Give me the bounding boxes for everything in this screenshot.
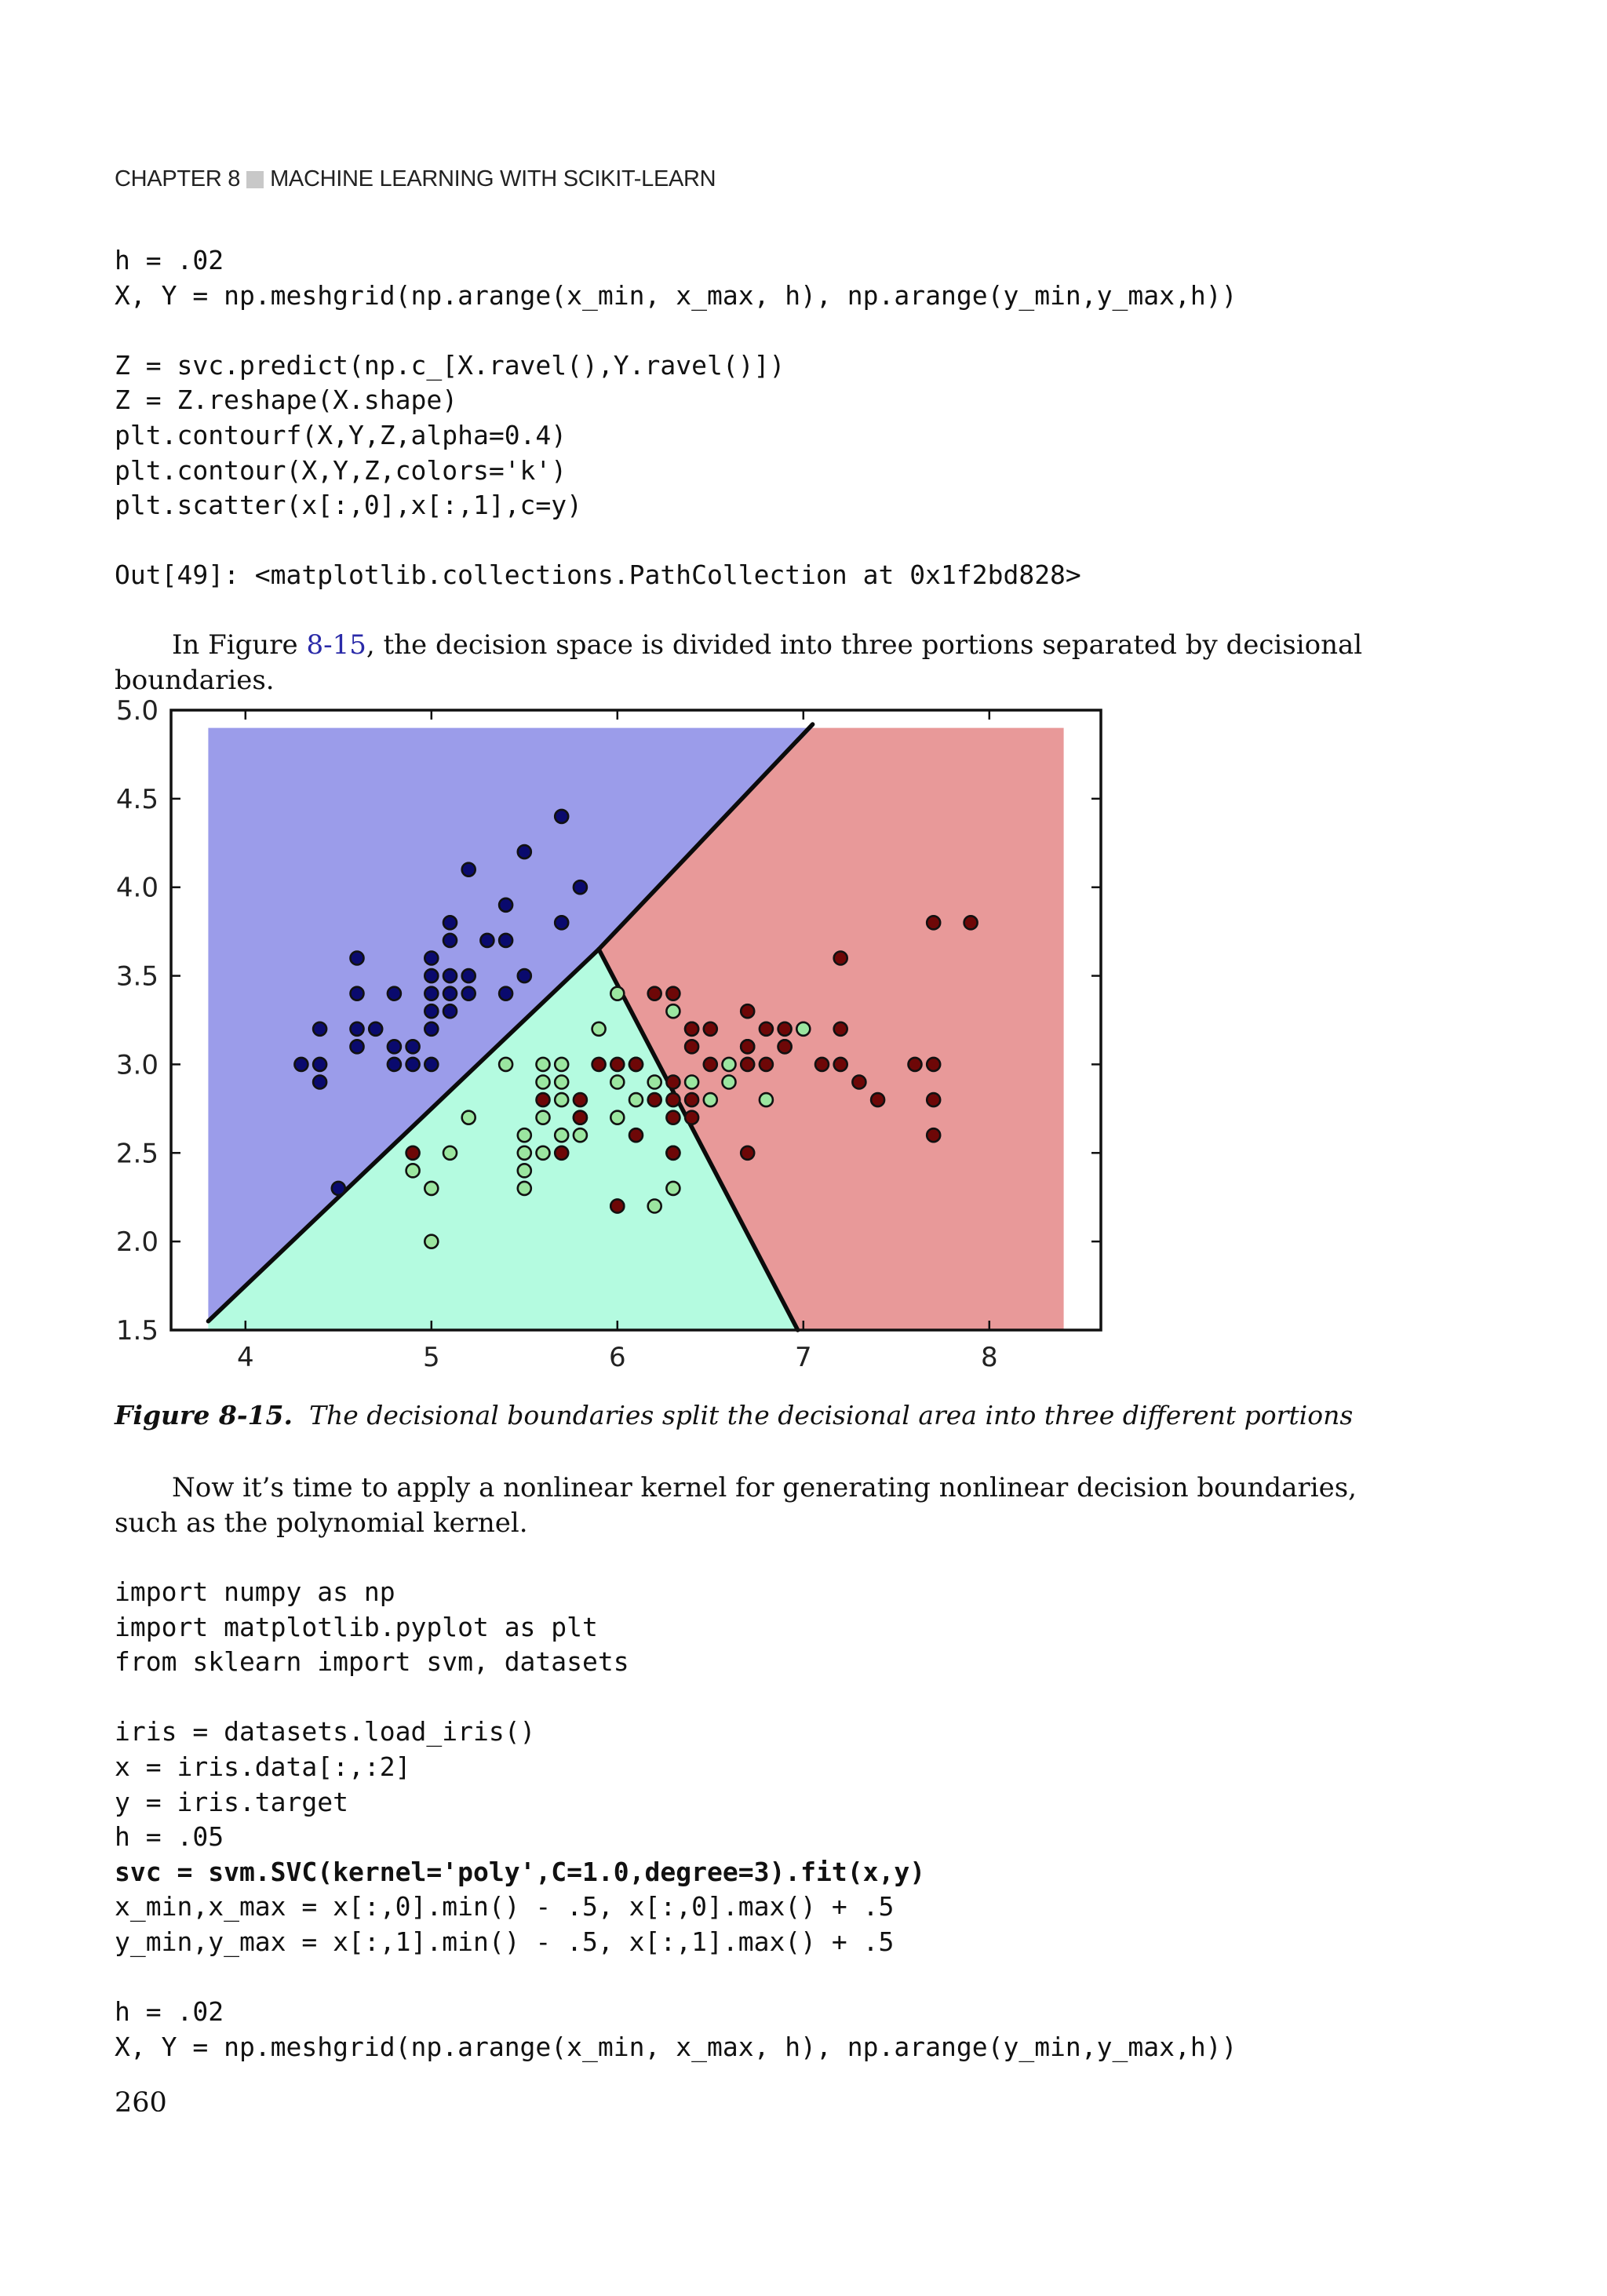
scatter-point-class-0 [425,1022,438,1036]
scatter-point-class-0 [351,1022,364,1036]
scatter-point-class-2 [741,1058,754,1071]
scatter-point-class-1 [555,1093,568,1106]
y-tick-label: 4.0 [115,872,159,904]
scatter-point-class-2 [741,1004,754,1018]
scatter-point-class-2 [852,1076,865,1089]
scatter-point-class-0 [425,969,438,982]
code-line: iris = datasets.load_iris() [115,1716,536,1748]
code-line: import matplotlib.pyplot as plt [115,1611,598,1642]
scatter-point-class-2 [610,1058,624,1071]
scatter-point-class-0 [462,987,476,1000]
scatter-point-class-1 [574,1128,587,1142]
scatter-point-class-0 [518,845,531,858]
scatter-point-class-1 [592,1022,606,1036]
paragraph-text-start: In Figure [172,629,307,661]
scatter-point-class-2 [648,1093,661,1106]
scatter-point-class-0 [332,1182,345,1195]
scatter-point-class-1 [555,1128,568,1142]
decision-regions [208,728,1063,1330]
scatter-point-class-1 [406,1164,420,1177]
scatter-point-class-2 [574,1111,587,1124]
scatter-point-class-1 [610,1111,624,1124]
code-line: x = iris.data[:,:2] [115,1751,411,1782]
scatter-point-class-0 [555,810,568,823]
code-line: plt.scatter(x[:,0],x[:,1],c=y) [115,490,583,521]
scatter-point-class-0 [351,1040,364,1053]
scatter-point-class-0 [499,934,512,947]
scatter-point-class-1 [518,1128,531,1142]
code-block-1 [115,243,1237,593]
scatter-point-class-2 [927,1093,940,1106]
scatter-point-class-0 [555,916,568,929]
code-line: plt.contourf(X,Y,Z,alpha=0.4) [115,419,567,450]
scatter-point-class-0 [443,934,457,947]
scatter-point-class-1 [760,1093,773,1106]
scatter-point-class-0 [443,916,457,929]
y-tick-label: 5.0 [115,698,159,727]
scatter-point-class-1 [518,1182,531,1195]
scatter-point-class-0 [388,1040,401,1053]
figure-caption [115,1400,1353,1430]
scatter-point-class-2 [778,1040,792,1053]
scatter-point-class-2 [610,1200,624,1213]
scatter-point-class-1 [425,1182,438,1195]
scatter-point-class-1 [537,1111,550,1124]
scatter-point-class-1 [666,1004,680,1018]
scatter-point-class-1 [610,1076,624,1089]
scatter-point-class-1 [704,1093,717,1106]
scatter-point-class-0 [351,987,364,1000]
scatter-point-class-1 [555,1076,568,1089]
scatter-point-class-1 [555,1058,568,1071]
scatter-point-class-0 [388,987,401,1000]
scatter-point-class-2 [574,1093,587,1106]
x-tick-label: 4 [236,1342,254,1373]
scatter-point-class-2 [685,1040,698,1053]
scatter-point-class-1 [610,987,624,1000]
code-line: plt.contour(X,Y,Z,colors='k') [115,454,567,486]
scatter-point-class-2 [666,1146,680,1160]
code-line: h = .02 [115,1996,224,2028]
scatter-point-class-2 [927,1058,940,1071]
scatter-point-class-2 [555,1146,568,1160]
code-line [115,313,1237,348]
scatter-point-class-1 [723,1058,736,1071]
scatter-point-class-1 [796,1022,810,1036]
scatter-point-class-1 [648,1200,661,1213]
x-tick-labels [237,1342,998,1373]
scatter-point-class-0 [443,969,457,982]
scatter-point-class-1 [537,1058,550,1071]
scatter-point-class-2 [871,1093,884,1106]
scatter-point-class-2 [815,1058,829,1071]
scatter-point-class-2 [704,1058,717,1071]
scatter-point-class-0 [406,1058,420,1071]
scatter-point-class-2 [927,916,940,929]
scatter-point-class-1 [425,1235,438,1248]
scatter-point-class-0 [313,1022,326,1036]
scatter-point-class-2 [760,1022,773,1036]
scatter-point-class-0 [313,1058,326,1071]
x-tick-label: 6 [608,1342,626,1373]
code-line: from sklearn import svm, datasets [115,1646,629,1678]
scatter-point-class-2 [648,987,661,1000]
scatter-point-class-2 [685,1093,698,1106]
scatter-point-class-0 [351,952,364,965]
scatter-point-class-1 [499,1058,512,1071]
header-separator-square [246,171,264,188]
scatter-point-class-2 [685,1022,698,1036]
code-line [115,523,1237,559]
scatter-point-class-1 [537,1076,550,1089]
scatter-point-class-0 [313,1076,326,1089]
scatter-point-class-0 [462,969,476,982]
code-block-2 [115,1575,1237,2065]
code-line: h = .02 [115,245,224,275]
code-line: X, Y = np.meshgrid(np.arange(x_min, x_max, h), np.arange(y_min,y_max,h)) [115,2031,1237,2062]
scatter-point-class-1 [723,1076,736,1089]
x-tick-label: 7 [794,1342,812,1373]
scatter-point-class-2 [927,1128,940,1142]
scatter-point-class-1 [666,1182,680,1195]
scatter-point-class-2 [537,1093,550,1106]
scatter-point-class-1 [462,1111,476,1124]
scatter-point-class-2 [629,1058,643,1071]
scatter-point-class-0 [388,1058,401,1071]
scatter-point-class-2 [666,1076,680,1089]
code-line [115,1680,1237,1715]
scatter-point-class-0 [294,1058,308,1071]
y-tick-label: 2.5 [115,1138,159,1170]
y-tick-label: 3.5 [115,960,159,993]
y-tick-label: 1.5 [115,1315,159,1347]
scatter-point-class-1 [685,1076,698,1089]
decision-boundary-chart [110,698,1130,1381]
running-header [115,166,716,192]
scatter-point-class-2 [760,1058,773,1071]
scatter-point-class-0 [518,969,531,982]
paragraph-text-end: , the decision space is divided into three portions separated by decisional boundaries. [115,629,1363,696]
scatter-point-class-0 [443,987,457,1000]
chapter-number: CHAPTER 8 [115,166,241,191]
scatter-point-class-2 [778,1022,792,1036]
y-tick-label: 2.0 [115,1226,159,1259]
code-line: import numpy as np [115,1576,395,1607]
scatter-point-class-0 [425,987,438,1000]
scatter-point-class-2 [592,1058,606,1071]
scatter-point-class-0 [369,1022,382,1036]
code-line: y = iris.target [115,1786,349,1817]
scatter-point-class-2 [666,1093,680,1106]
scatter-point-class-2 [834,952,847,965]
scatter-point-class-0 [425,1004,438,1018]
scatter-point-class-1 [443,1146,457,1160]
scatter-point-class-0 [499,987,512,1000]
code-line: Z = svc.predict(np.c_[X.ravel(),Y.ravel()]) [115,349,785,381]
scatter-point-class-2 [834,1022,847,1036]
scatter-point-class-2 [964,916,978,929]
paragraph-figure-intro [115,628,1401,698]
figure-caption-text: The decisional boundaries split the decisional area into three different portions [308,1400,1354,1430]
scatter-point-class-0 [462,863,476,876]
y-tick-label: 3.0 [115,1049,159,1081]
scatter-point-class-0 [425,952,438,965]
code-output-line: Out[49]: <matplotlib.collections.PathCollection at 0x1f2bd828> [115,559,1081,591]
code-line: Z = Z.reshape(X.shape) [115,384,458,416]
figure-label: Figure 8-15. [115,1400,293,1430]
scatter-point-class-0 [499,898,512,912]
scatter-point-class-2 [741,1146,754,1160]
code-line-highlighted: svc = svm.SVC(kernel='poly',C=1.0,degree=3).fit(x,y) [115,1856,926,1887]
code-line: y_min,y_max = x[:,1].min() - .5, x[:,1].max() + .5 [115,1926,895,1957]
x-tick-label: 8 [980,1342,998,1373]
code-line: h = .05 [115,1821,224,1853]
x-tick-label: 5 [422,1342,440,1373]
code-line [115,1960,1237,1995]
paragraph-nonlinear-kernel [115,1471,1401,1541]
scatter-point-class-0 [574,880,587,894]
scatter-point-class-2 [909,1058,922,1071]
scatter-point-class-1 [537,1146,550,1160]
y-tick-labels [116,698,159,1347]
scatter-point-class-2 [629,1128,643,1142]
scatter-point-class-0 [480,934,494,947]
scatter-point-class-0 [443,1004,457,1018]
chapter-title: MACHINE LEARNING WITH SCIKIT-LEARN [270,166,716,191]
code-line: X, Y = np.meshgrid(np.arange(x_min, x_max, h), np.arange(y_min,y_max,h)) [115,279,1237,311]
scatter-point-class-1 [518,1164,531,1177]
figure-reference-link[interactable]: 8-15 [306,629,366,661]
scatter-point-class-2 [704,1022,717,1036]
scatter-point-class-2 [406,1146,420,1160]
scatter-point-class-2 [834,1058,847,1071]
paragraph-text: Now it’s time to apply a nonlinear kernel for generating nonlinear decision boundaries, such as the polynomial kernel. [115,1472,1357,1539]
scatter-point-class-1 [518,1146,531,1160]
code-line: x_min,x_max = x[:,0].min() - .5, x[:,0].max() + .5 [115,1891,895,1922]
scatter-point-class-1 [629,1093,643,1106]
scatter-point-class-0 [406,1040,420,1053]
y-tick-label: 4.5 [115,783,159,815]
page-number: 260 [115,2087,167,2119]
scatter-point-class-1 [648,1076,661,1089]
scatter-point-class-0 [425,1058,438,1071]
scatter-point-class-2 [666,1111,680,1124]
scatter-point-class-2 [741,1040,754,1053]
scatter-point-class-2 [666,987,680,1000]
scatter-point-class-2 [685,1111,698,1124]
